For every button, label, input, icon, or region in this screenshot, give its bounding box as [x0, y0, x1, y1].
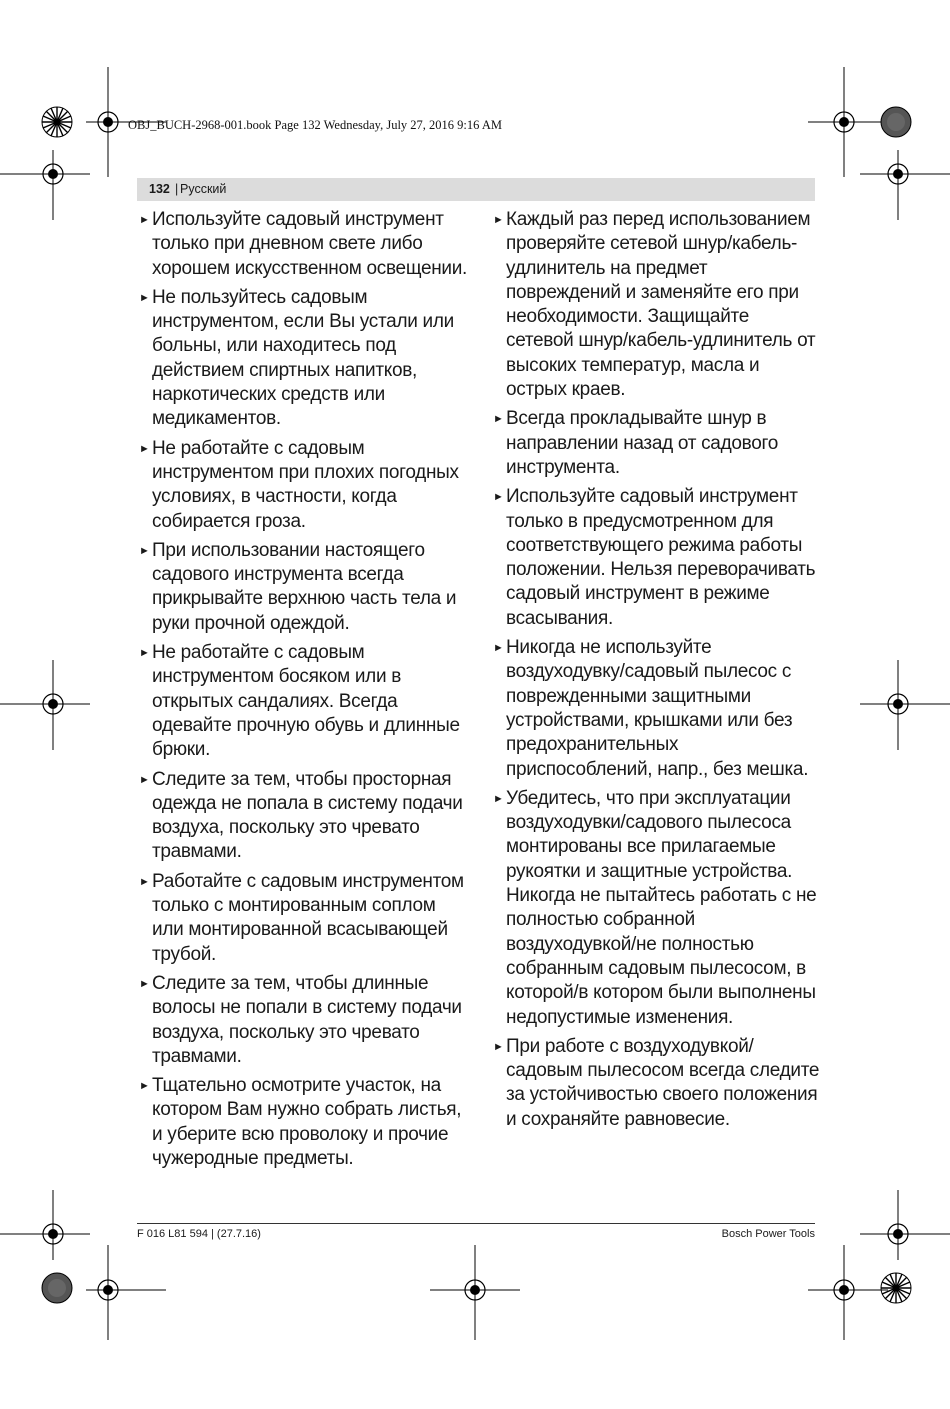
list-item: [137, 539, 467, 636]
page-number: 132: [149, 182, 170, 196]
list-item: [137, 437, 467, 534]
bullet-icon: ►: [493, 642, 504, 655]
list-item: [137, 1074, 467, 1171]
list-item-text: Используйте садовый инструмент только в предусмотренном для соответствующего режима работы положении. Нельзя переворачивать садовый инструмент в режиме всасывания.: [506, 486, 816, 629]
list-item: [137, 641, 467, 762]
list-item-text: Тщательно осмотрите участок, на котором Вам нужно собрать листья, и уберите всю проволоку и прочие чужеродные предметы.: [152, 1075, 462, 1169]
header-separator: |: [175, 182, 179, 196]
starburst-mark-top-left: [40, 105, 74, 139]
bullet-icon: ►: [139, 875, 150, 888]
list-item-text: При работе с воздуходувкой/садовым пылесосом всегда следите за устойчивостью своего положения и сохраняйте равновесие.: [506, 1035, 820, 1130]
gray-disc-mark-bottom-left: [40, 1271, 74, 1305]
bullet-icon: ►: [139, 214, 150, 226]
list-item-text: Никогда не используйте воздуходувку/садовый пылесос с поврежденными защитными устройствами, крышками или без предохранительных приспособлений, напр., без мешка.: [506, 637, 809, 780]
registration-mark-left-lower: [0, 1190, 90, 1260]
bullet-icon: ►: [139, 977, 150, 990]
list-item-text: Следите за тем, чтобы просторная одежда не попала в систему подачи воздуха, поскольку это чревато травмами.: [152, 768, 463, 863]
header-language: Русский: [180, 182, 227, 196]
bullet-icon: ►: [139, 291, 150, 304]
list-item: [137, 208, 467, 281]
bullet-icon: ►: [493, 1040, 504, 1053]
list-item-text: Каждый раз перед использованием проверяйте сетевой шнур/кабель-удлинитель на предмет повреждений и заменяйте его при необходимости. Защищайте сетевой шнур/кабель-удлинитель от высоких температур, масла и острых краев.: [506, 209, 816, 401]
list-item-text: Не работайте с садовым инструментом босяком или в открытых сандалиях. Всегда одевайте прочную обувь и длинные брюки.: [152, 642, 460, 761]
bullet-icon: ►: [493, 792, 504, 805]
footer-brand: Bosch Power Tools: [721, 1228, 815, 1240]
right-column-list: [491, 208, 821, 1137]
registration-mark-right-middle: [860, 660, 950, 750]
list-item-text: Не работайте с садовым инструментом при плохих погодных условиях, в частности, когда собирается гроза.: [152, 437, 459, 532]
list-item: [491, 407, 821, 480]
bullet-icon: ►: [139, 1080, 150, 1093]
list-item: [491, 208, 821, 402]
registration-mark-left-upper: [0, 150, 90, 220]
list-item-text: При использовании настоящего садового инструмента всегда прикрывайте верхнюю часть тела и руки прочной одеждой.: [152, 539, 457, 634]
list-item-text: Убедитесь, что при эксплуатации воздуходувки/садового пылесоса монтированы все прилагаемые рукоятки и защитные устройства. Никогда не пытайтесь работать с не полностью собранной воздуходувкой/не полностью собранным садовым пылесосом, в которой/в котором были выполнены недопустимые изменения.: [506, 787, 817, 1028]
list-item: [137, 768, 467, 865]
bullet-icon: ►: [139, 773, 150, 786]
print-slug-line: OBJ_BUCH-2968-001.book Page 132 Wednesday, July 27, 2016 9:16 AM: [128, 118, 502, 132]
list-item-text: Следите за тем, чтобы длинные волосы не попали в систему подачи воздуха, поскольку это чревато травмами.: [152, 972, 462, 1067]
list-item: [491, 485, 821, 631]
footer-doc-code: F 016 L81 594 | (27.7.16): [137, 1228, 261, 1240]
list-item-text: Не пользуйтесь садовым инструментом, если Вы устали или больны, или находитесь под действием спиртных напитков, наркотических средств или медикаментов.: [152, 286, 454, 430]
list-item: [137, 286, 467, 432]
gray-disc-mark-top-right: [879, 105, 913, 139]
list-item: [491, 636, 821, 782]
footer-rule: [137, 1223, 815, 1224]
registration-mark-bottom-right: [808, 1245, 888, 1340]
list-item: [491, 787, 821, 1030]
list-item: [137, 972, 467, 1069]
bullet-icon: ►: [139, 647, 150, 660]
page-header-bar: [137, 178, 815, 201]
left-column-list: [137, 208, 467, 1176]
list-item: [137, 870, 467, 967]
bullet-icon: ►: [493, 413, 504, 426]
bullet-icon: ►: [139, 442, 150, 455]
registration-mark-bottom-left: [86, 1245, 166, 1340]
list-item-text: Всегда прокладывайте шнур в направлении назад от садового инструмента.: [506, 408, 778, 478]
bullet-icon: ►: [493, 491, 504, 504]
registration-mark-bottom-center: [430, 1245, 520, 1340]
list-item-text: Работайте с садовым инструментом только с монтированным соплом или монтированной всасывающей трубой.: [152, 870, 464, 965]
registration-mark-right-upper: [860, 150, 950, 220]
bullet-icon: ►: [493, 214, 504, 226]
list-item: [491, 1035, 821, 1132]
bullet-icon: ►: [139, 544, 150, 557]
list-item-text: Используйте садовый инструмент только при дневном свете либо хорошем искусственном освещении.: [152, 209, 468, 279]
registration-mark-left-middle: [0, 660, 90, 750]
